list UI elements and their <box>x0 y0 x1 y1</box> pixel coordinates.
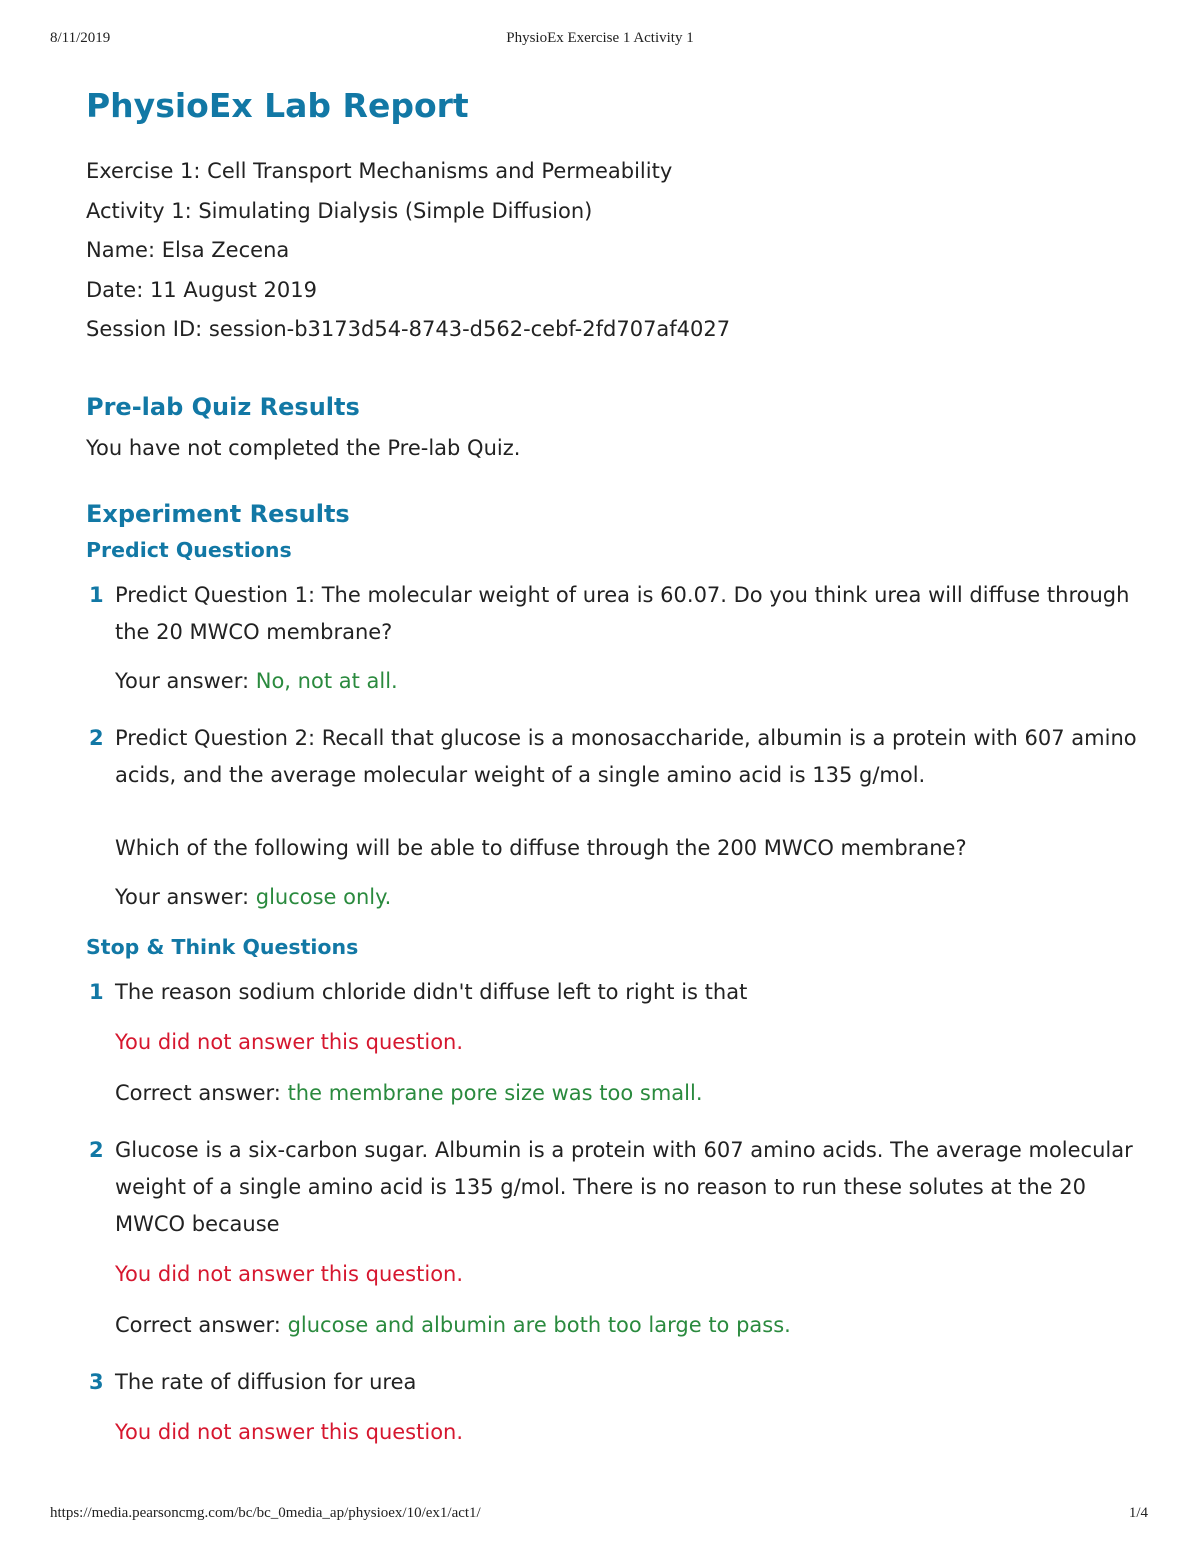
correct-answer-value: the membrane pore size was too small. <box>287 1080 703 1105</box>
answer-value: No, not at all. <box>255 668 398 693</box>
question-number: 3 <box>89 1369 104 1394</box>
question-text-continued: Which of the following will be able to diffuse through the 200 MWCO membrane? <box>115 835 967 860</box>
correct-answer-value: glucose and albumin are both too large to pass. <box>287 1312 791 1337</box>
question-number: 1 <box>89 979 104 1004</box>
not-answered-notice: You did not answer this question. <box>115 1029 464 1054</box>
prelab-status: You have not completed the Pre-lab Quiz. <box>86 435 521 460</box>
report-title: PhysioEx Lab Report <box>86 86 469 125</box>
page-number: 1/4 <box>1128 1505 1148 1521</box>
predict-question-1 <box>86 577 1146 698</box>
predict-heading: Predict Questions <box>86 537 292 562</box>
print-title: PhysioEx Exercise 1 Activity 1 <box>506 30 694 46</box>
question-text: The reason sodium chloride didn't diffuse left to right is that <box>115 979 748 1004</box>
answer-value: glucose only. <box>255 884 392 909</box>
not-answered-notice: You did not answer this question. <box>115 1261 464 1286</box>
correct-answer <box>115 1308 1146 1342</box>
activity-line: Activity 1: Simulating Dialysis (Simple Diffusion) <box>86 198 593 223</box>
correct-answer-label: Correct answer: <box>115 1312 281 1337</box>
question-text: Glucose is a six-carbon sugar. Albumin is a protein with 607 amino acids. The average molecular weight of a single amino acid is 135 g/mol. There is no reason to run these solutes at the 20 MWCO because <box>115 1137 1133 1236</box>
session-id: Session ID: session-b3173d54-8743-d562-cebf-2fd707af4027 <box>86 317 731 341</box>
question-number: 2 <box>89 725 104 750</box>
report-content <box>86 84 1146 1449</box>
stop-think-question-3 <box>86 1364 1146 1449</box>
predict-question-2 <box>86 720 1146 914</box>
print-date: 8/11/2019 <box>50 30 111 46</box>
question-text: Predict Question 2: Recall that glucose is a monosaccharide, albumin is a protein with 607 amino acids, and the average molecular weight of a single amino acid is 135 g/mol. <box>115 725 1137 787</box>
question-text: Predict Question 1: The molecular weight of urea is 60.07. Do you think urea will diffuse through the 20 MWCO membrane? <box>115 582 1130 644</box>
question-number: 1 <box>89 582 104 607</box>
correct-answer <box>115 1076 1146 1110</box>
your-answer <box>115 880 1146 914</box>
report-date: Date: 11 August 2019 <box>86 277 317 302</box>
question-text: The rate of diffusion for urea <box>115 1369 417 1394</box>
answer-label: Your answer: <box>115 884 250 909</box>
experiment-heading: Experiment Results <box>86 499 350 528</box>
prelab-heading: Pre-lab Quiz Results <box>86 392 360 421</box>
stop-think-question-1 <box>86 974 1146 1110</box>
stop-think-heading: Stop & Think Questions <box>86 934 359 959</box>
student-name: Name: Elsa Zecena <box>86 238 290 262</box>
stop-think-question-2 <box>86 1132 1146 1342</box>
exercise-line: Exercise 1: Cell Transport Mechanisms and Permeability <box>86 159 673 183</box>
page-url: https://media.pearsoncmg.com/bc/bc_0media_ap/physioex/10/ex1/act1/ <box>50 1505 481 1521</box>
not-answered-notice: You did not answer this question. <box>115 1419 464 1444</box>
question-number: 2 <box>89 1137 104 1162</box>
answer-label: Your answer: <box>115 668 250 693</box>
correct-answer-label: Correct answer: <box>115 1080 281 1105</box>
your-answer <box>115 664 1146 698</box>
report-meta <box>86 152 1146 350</box>
